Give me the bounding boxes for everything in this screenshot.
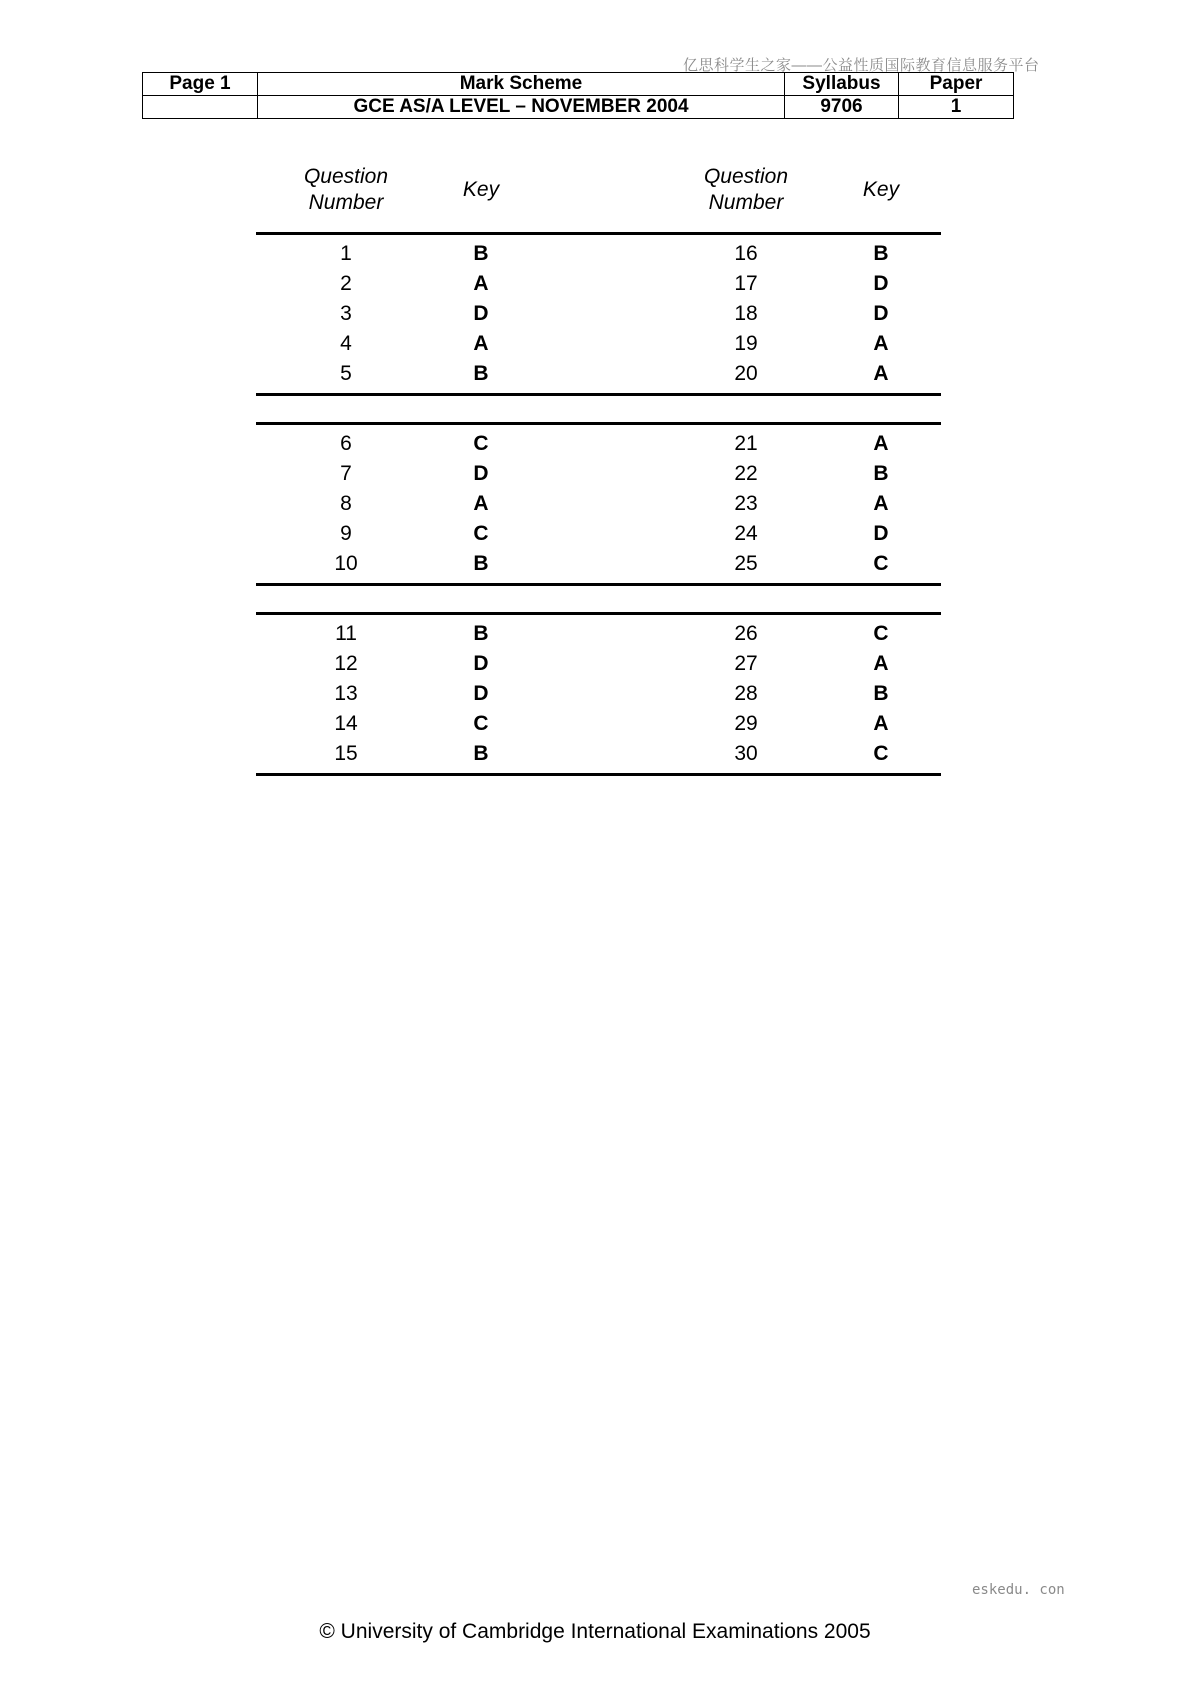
- question-number: 9: [340, 522, 352, 545]
- question-number: 15: [334, 742, 358, 765]
- answer-group: [256, 612, 941, 776]
- answer-group: [256, 422, 941, 586]
- answer-key: C: [873, 552, 889, 575]
- question-number: 10: [334, 552, 358, 575]
- table-row: [256, 709, 941, 739]
- question-number-header-right: [676, 164, 816, 216]
- question-number: 12: [334, 652, 358, 675]
- question-number: 11: [335, 622, 357, 645]
- table-row: [256, 329, 941, 359]
- answer-key: A: [873, 362, 889, 385]
- table-row: [256, 549, 941, 579]
- question-number: 1: [340, 242, 352, 265]
- question-number: 2: [340, 272, 352, 295]
- exam-title: GCE AS/A LEVEL – NOVEMBER 2004: [258, 96, 785, 119]
- table-row: [256, 649, 941, 679]
- group-spacer: [256, 396, 941, 422]
- mark-scheme-title: Mark Scheme: [258, 73, 785, 96]
- question-number: 3: [340, 302, 352, 325]
- key-header-left: Key: [462, 178, 500, 201]
- answer-key-table: [256, 164, 941, 776]
- question-number: 4: [340, 332, 352, 355]
- answer-key: C: [873, 622, 889, 645]
- table-row: [256, 459, 941, 489]
- answer-key: D: [473, 652, 489, 675]
- answer-key: B: [873, 462, 889, 485]
- answer-key: A: [873, 492, 889, 515]
- answer-key: B: [473, 622, 489, 645]
- question-number: 8: [340, 492, 352, 515]
- answer-key: B: [473, 742, 489, 765]
- answer-key: A: [873, 432, 889, 455]
- answer-group: [256, 232, 941, 396]
- answer-key: A: [473, 492, 489, 515]
- answer-groups: [256, 232, 941, 776]
- watermark-bottom: eskedu. con: [972, 1582, 1065, 1598]
- answer-key: A: [473, 332, 489, 355]
- question-number: 29: [734, 712, 758, 735]
- answer-key: B: [473, 362, 489, 385]
- key-header-right: Key: [862, 178, 900, 201]
- answer-key: D: [473, 462, 489, 485]
- answer-key: D: [873, 522, 889, 545]
- group-spacer: [256, 586, 941, 612]
- question-number: 27: [734, 652, 758, 675]
- column-headers: [256, 164, 941, 232]
- answer-key: A: [873, 712, 889, 735]
- answer-key: D: [873, 272, 889, 295]
- question-number: 30: [734, 742, 758, 765]
- empty-cell: [143, 96, 258, 119]
- answer-key: D: [873, 302, 889, 325]
- header-table: [142, 72, 1014, 119]
- answer-key: C: [473, 712, 489, 735]
- answer-key: D: [473, 302, 489, 325]
- answer-key: B: [473, 552, 489, 575]
- table-row: [256, 429, 941, 459]
- answer-key: B: [873, 682, 889, 705]
- question-number: 28: [734, 682, 758, 705]
- answer-key: C: [473, 522, 489, 545]
- question-number: 5: [340, 362, 352, 385]
- table-row: [256, 619, 941, 649]
- answer-key: C: [473, 432, 489, 455]
- question-number: 25: [734, 552, 758, 575]
- table-row: [256, 489, 941, 519]
- question-header-line2: Number: [308, 191, 384, 214]
- question-number: 24: [734, 522, 758, 545]
- answer-key: A: [473, 272, 489, 295]
- table-row: [256, 269, 941, 299]
- question-header-line1: Question: [303, 165, 389, 188]
- question-header-line1: Question: [703, 165, 789, 188]
- answer-key: B: [873, 242, 889, 265]
- question-number: 18: [734, 302, 758, 325]
- syllabus-code: 9706: [785, 96, 899, 119]
- question-number: 21: [734, 432, 758, 455]
- question-number: 14: [334, 712, 358, 735]
- table-row: [256, 519, 941, 549]
- copyright-footer: © University of Cambridge International Examinations 2005: [319, 1620, 871, 1643]
- syllabus-label: Syllabus: [785, 73, 899, 96]
- question-number: 6: [340, 432, 352, 455]
- watermark-top: 亿思科学生之家——公益性质国际教育信息服务平台: [683, 57, 1040, 74]
- question-number: 7: [340, 462, 352, 485]
- question-number: 13: [334, 682, 358, 705]
- answer-key: C: [873, 742, 889, 765]
- answer-key: A: [873, 332, 889, 355]
- answer-key: A: [873, 652, 889, 675]
- question-number: 20: [734, 362, 758, 385]
- answer-key: D: [473, 682, 489, 705]
- question-number-header-left: [276, 164, 416, 216]
- question-number: 23: [734, 492, 758, 515]
- table-row: [256, 239, 941, 269]
- question-number: 19: [734, 332, 758, 355]
- answer-key: B: [473, 242, 489, 265]
- table-row: [256, 299, 941, 329]
- paper-number: 1: [899, 96, 1014, 119]
- question-number: 16: [734, 242, 758, 265]
- table-row: [256, 679, 941, 709]
- paper-label: Paper: [899, 73, 1014, 96]
- question-number: 17: [734, 272, 758, 295]
- question-header-line2: Number: [708, 191, 784, 214]
- table-row: [256, 359, 941, 389]
- page-label: Page 1: [143, 73, 258, 96]
- question-number: 22: [734, 462, 758, 485]
- question-number: 26: [734, 622, 758, 645]
- table-row: [256, 739, 941, 769]
